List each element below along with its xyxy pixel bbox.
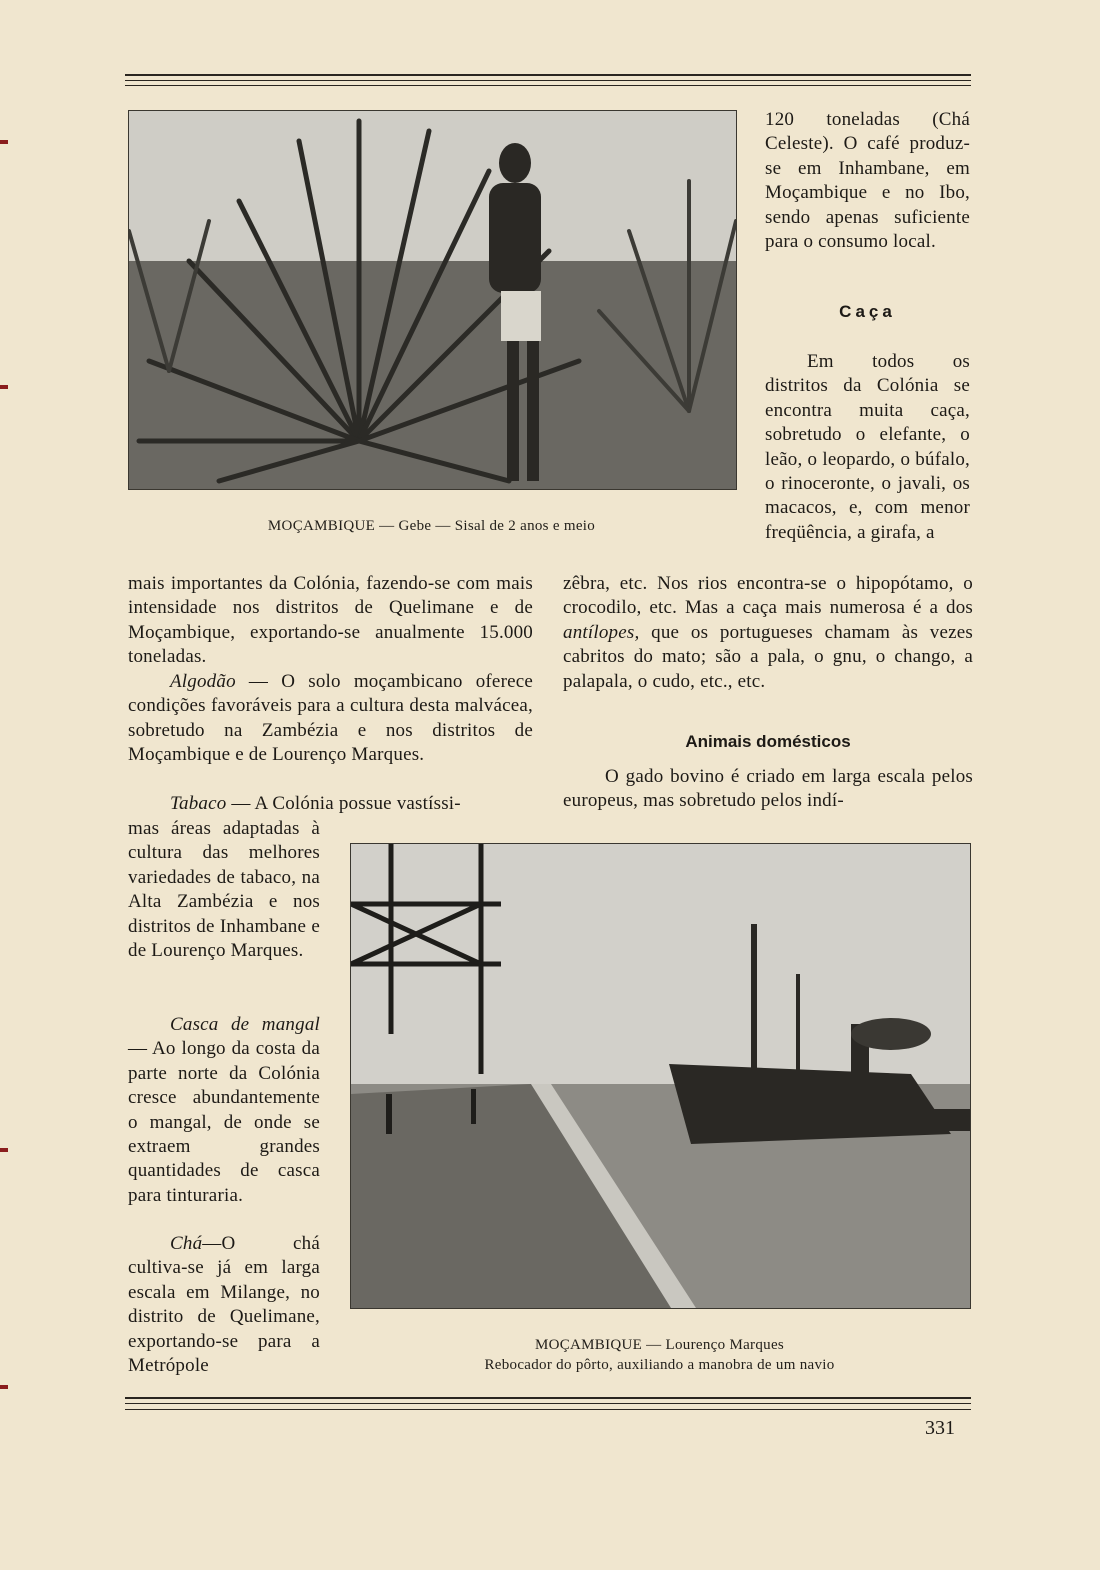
harbor-caption-line1: MOÇAMBIQUE — Lourenço Marques xyxy=(534,1337,785,1353)
sisal-photo xyxy=(128,110,737,490)
algodao-text: — O solo moçambicano oferece condições favoráveis para a cultura desta malvácea, sobretudo na Zambézia e nos distritos de Moçambique e de Lourenço Marques. xyxy=(128,671,533,766)
sisal-caption: MOÇAMBIQUE — Gebe — Sisal de 2 anos e meio xyxy=(267,518,596,534)
harbor-caption-line2: Rebocador do pôrto, auxiliando a manobra de um navio xyxy=(484,1357,835,1373)
caca-continued-text xyxy=(563,572,973,694)
tabaco-text: — A Colónia possue vastíssi- xyxy=(226,793,461,814)
animais-text: O gado bovino é criado em larga escala pelos europeus, mas sobretudo pelos indí- xyxy=(563,766,973,812)
margin-mark xyxy=(0,1148,8,1152)
harbor-photo xyxy=(350,843,971,1309)
top-rule-thin-2 xyxy=(125,85,971,86)
animais-domesticos-heading: Animais domésticos xyxy=(685,732,851,751)
cha-paragraph xyxy=(128,1232,320,1378)
margin-mark xyxy=(0,140,8,144)
casca-text: — Ao longo da costa da parte norte da Colónia cresce abundantemente o mangal, de onde se extraem grandes quantidades de casca para tinturaria. xyxy=(128,1038,320,1206)
top-rule-thin xyxy=(125,80,971,81)
caca-continued-part1: zêbra, etc. Nos rios encontra-se o hipopótamo, o crocodilo, etc. Mas a caça mais numerosa é a dos xyxy=(563,573,973,619)
narrow-column-tabaco: mas áreas adaptadas à cultura das melhores variedades de tabaco, na Alta Zambézia e nos distritos de Inhambane e de Lourenço Marques. xyxy=(128,818,320,962)
cha-label: Chá xyxy=(170,1233,203,1254)
bottom-rule-thin xyxy=(125,1403,971,1404)
caca-heading: Caça xyxy=(839,302,896,321)
casca-paragraph xyxy=(128,1013,320,1208)
harbor-illustration xyxy=(351,844,970,1308)
algodao-paragraph xyxy=(128,670,533,768)
antilopes-word: antílopes, xyxy=(563,621,640,643)
tabaco-label: Tabaco xyxy=(170,793,227,814)
margin-mark xyxy=(0,1385,8,1389)
top-rule xyxy=(125,74,971,76)
casca-label: Casca de mangal xyxy=(170,1014,320,1035)
right-column-top-text: 120 toneladas (Chá Celeste). O café produz-se em Inhambane, em Moçambique e no Ibo, sendo apenas suficiente para o consumo local. xyxy=(765,109,970,253)
left-column-p1: mais importantes da Colónia, fazendo-se com mais intensidade nos distritos de Quelimane e de Moçambique, exportando-se anualmente 15.000 toneladas. xyxy=(128,573,533,668)
cha-text: —O chá cultiva-se já em larga escala em Milange, no distrito de Quelimane, exportando-se para a Metrópole xyxy=(128,1233,320,1377)
algodao-label: Algodão xyxy=(170,671,236,692)
tabaco-paragraph xyxy=(128,792,533,816)
bottom-rule-thin-2 xyxy=(125,1409,971,1410)
page-number: 331 xyxy=(925,1417,955,1439)
margin-mark xyxy=(0,385,8,389)
caca-continued-part2: que os portugueses chamam às vezes cabritos do mato; são a pala, o gnu, o chango, a palapala, o cudo, etc., etc. xyxy=(563,621,973,692)
sisal-illustration xyxy=(129,111,736,489)
bottom-rule xyxy=(125,1397,971,1399)
caca-text: Em todos os distritos da Colónia se encontra muita caça, sobretudo o elefante, o leão, o leopardo, o búfalo, o rinoceronte, o javali, os macacos, e, com menor freqüência, a girafa, a xyxy=(765,351,970,543)
